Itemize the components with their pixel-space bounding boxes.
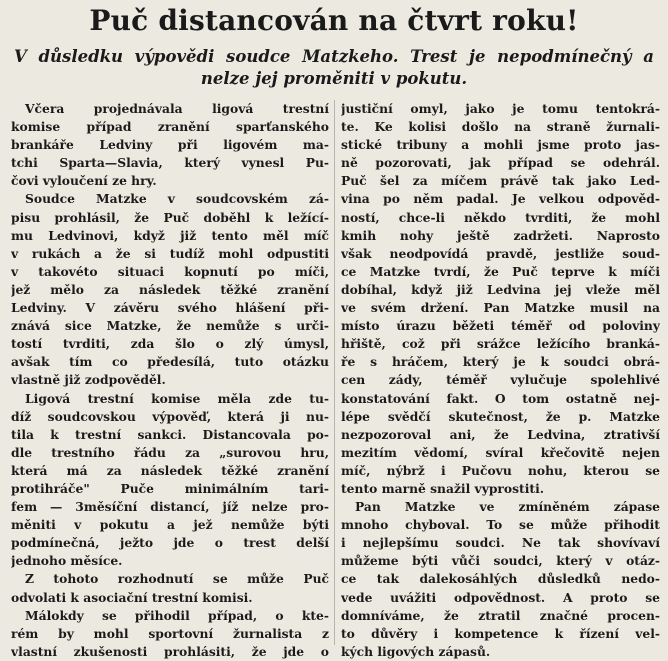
column-divider — [334, 100, 335, 645]
text-line: Včera projednávala ligová trestní — [25, 101, 329, 116]
text-line: Z tohoto rozhodnutí se může Puč — [25, 571, 329, 587]
text-line: mu Ledvinovi, když již tento měl míč — [11, 227, 329, 243]
text-line: v takovéto situaci kopnutí po míči, — [11, 263, 329, 279]
article-column-left — [11, 100, 329, 661]
text-line: kých ligových zápasů. — [341, 643, 491, 659]
text-line: mnoho chyboval. To se může přihodit — [341, 517, 660, 533]
text-line: Málokdy se přihodil případ, o kte- — [25, 607, 329, 623]
text-line: můžeme býti vůči soudci, který v otáz- — [341, 553, 660, 569]
text-line: vede uvážiti odpovědnost. A proto se — [341, 589, 660, 605]
text-line: díž soudcovskou výpověď, která ji nu- — [11, 408, 329, 424]
text-line: avšak tím co předesílá, tuto otázku — [11, 354, 329, 370]
text-line: Ledviny. V závěru svého hlášení při- — [11, 300, 329, 316]
text-line: dle trestního řádu za „surovou hru, — [11, 444, 329, 460]
text-line: v rukách a že si tudíž mohl odpustiti — [11, 245, 329, 261]
text-line: te. Ke kolisi došlo na straně žurnali- — [341, 119, 660, 135]
text-line: vlastně již zodpověděl. — [11, 372, 166, 388]
text-line: která má za následek těžké zranění — [11, 462, 329, 478]
text-line: však neodpovídá pravdě, jestliže soud- — [341, 245, 660, 261]
text-line: Soudce Matzke v soudcovském zá- — [25, 191, 329, 207]
text-line: ce Matzke tvrdí, že Puč teprve k míči — [341, 263, 660, 279]
text-line: vlastní zkušenosti prohlásiti, že jde o — [11, 643, 329, 659]
headline: Puč distancován na čtvrt roku! — [89, 4, 579, 37]
text-line: fem — 3měsíční distancí, jíž nelze pro- — [11, 499, 329, 515]
text-line: Puč šel za míčem právě tak jako Led- — [341, 173, 660, 189]
text-line: hřiště, což při srážce ležícího branká- — [341, 336, 660, 352]
text-line: i nejlepšímu soudci. Ne tak shovívaví — [341, 535, 660, 551]
text-line: komise případ zranění sparťanského — [11, 119, 329, 135]
text-line: vina po něm padal. Je velkou odpověd- — [341, 191, 660, 207]
text-line: cen zády, téměř vylučuje spolehlivé — [341, 372, 660, 388]
text-line: měniti v pokutu a jež nemůže býti — [11, 517, 329, 533]
text-line: domníváme, že ztratil značné procen- — [341, 607, 660, 623]
text-line: tila k trestní sankci. Distancovala po- — [11, 426, 329, 442]
text-line: tostí tvrditi, zda šlo o zlý úmysl, — [11, 336, 329, 352]
text-line: brankáře Ledviny při ligovém ma- — [11, 137, 329, 153]
text-line: ností, chce-li někdo tvrditi, že mohl — [341, 209, 660, 225]
text-line: znává sice Matzke, že nemůže s urči- — [11, 318, 329, 334]
text-line: ve svém držení. Pan Matzke musil na — [341, 300, 660, 316]
text-line: protihráče" Puče minimálním tari- — [11, 480, 329, 496]
text-line: jež mělo za následek těžké zranění — [11, 281, 329, 297]
text-line: lépe svědčí skutečnost, že p. Matzke — [341, 408, 660, 424]
text-line: konstatování fakt. O tom ostatně nej- — [341, 390, 660, 406]
text-line: stické tribuny a mohli jsme proto jas- — [341, 137, 660, 153]
text-line: mezitím vědomí, svíral křečovitě nejen — [341, 444, 660, 460]
subheadline: V důsledku výpovědi soudce Matzkeho. Trest je nepodmínečný a nelze jej proměniti v pokutu. — [14, 47, 654, 88]
text-line: čovi vyloučení ze hry. — [11, 173, 157, 189]
text-line: ce tak dalekosáhlých důsledků nedo- — [341, 571, 660, 587]
text-line: dobíhal, když již Ledvina jej vleže měl — [341, 281, 660, 297]
text-line: Pan Matzke ve zmíněném zápase — [355, 499, 660, 515]
text-line: nezpozoroval ani, že Ledvina, ztrativší — [341, 426, 660, 442]
article-column-right — [341, 100, 660, 661]
text-line: kmih nohy ještě zadržeti. Naprosto — [341, 227, 660, 243]
text-line: rém by mohl sportovní žurnalista z — [11, 625, 329, 641]
text-line: tchi Sparta—Slavia, který vynesl Pu- — [11, 155, 329, 171]
text-line: ře s hráčem, který je k soudci obrá- — [341, 354, 660, 370]
text-line: místo úrazu běžeti téměř od poloviny — [341, 318, 660, 334]
text-line: ně pozorovati, jak případ se odehrál. — [341, 155, 660, 171]
text-line: míč, nýbrž i Pučovu nohu, kterou se — [341, 462, 660, 478]
text-line: podmínečná, ježto jde o trest delší — [11, 535, 329, 551]
text-line: pisu prohlásil, že Puč doběhl k ležící- — [11, 209, 329, 225]
text-line: to důvěry i kompetence k řízení vel- — [341, 625, 660, 641]
text-line: Ligová trestní komise měla zde tu- — [25, 390, 329, 406]
text-line: tento marně snažil vyprostiti. — [341, 480, 545, 496]
text-line: odvolati k asociační trestní komisi. — [11, 589, 253, 605]
text-line: justiční omyl, jako je tomu tentokrá- — [341, 101, 660, 116]
text-line: jednoho měsíce. — [11, 553, 123, 569]
